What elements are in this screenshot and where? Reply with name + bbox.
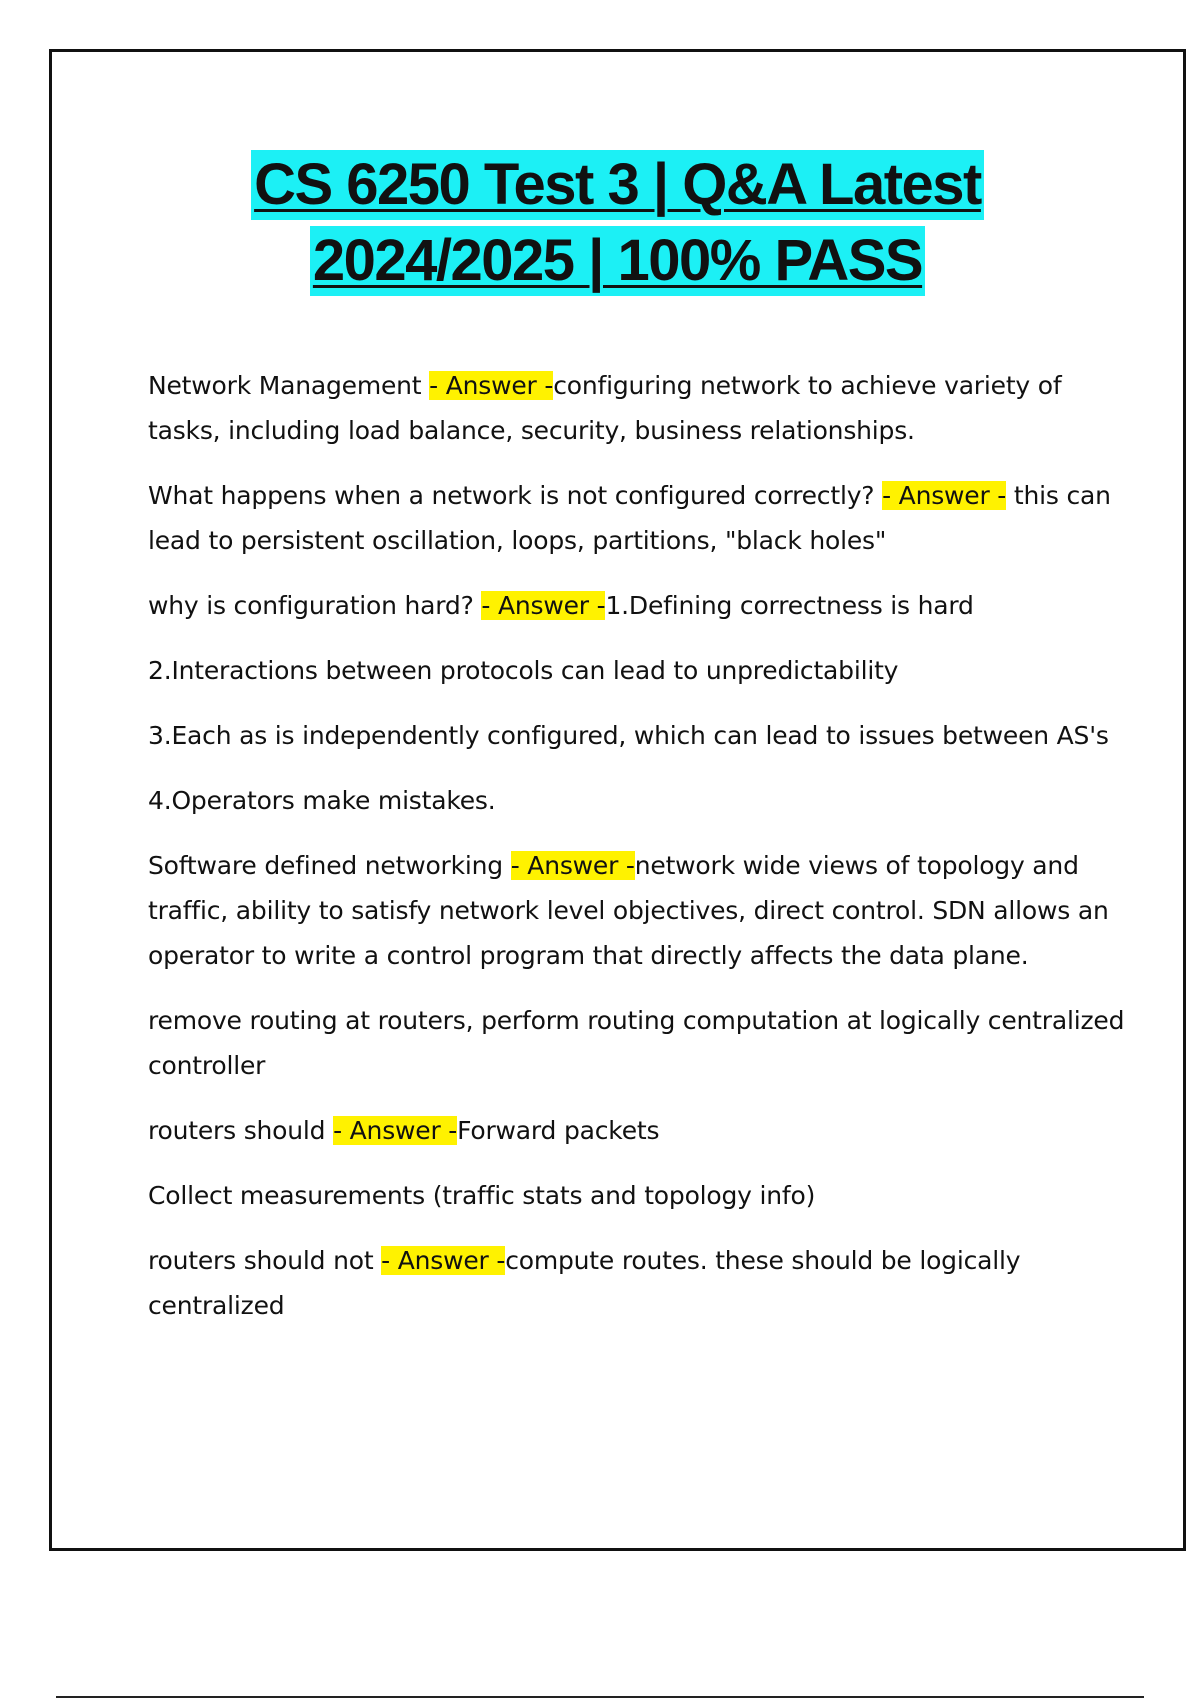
answer-marker: - Answer - [882, 481, 1007, 510]
qa-paragraph [148, 363, 1138, 453]
text-paragraph: 4.Operators make mistakes. [148, 786, 496, 815]
qa-paragraph [148, 1238, 1138, 1328]
answer-text: network wide views of topology and traffic, ability to satisfy network level objectives, direct control. SDN allows an operator to write a control program that directly affects the data plane. [148, 851, 1109, 970]
text-paragraph: 2.Interactions between protocols can lead to unpredictability [148, 656, 899, 685]
answer-marker: - Answer - [381, 1246, 506, 1275]
text-paragraph: Collect measurements (traffic stats and topology info) [148, 1181, 816, 1210]
title-line-2: 2024/2025 | 100% PASS [310, 226, 925, 296]
answer-text: Forward packets [457, 1116, 660, 1145]
page-bottom-divider [56, 1696, 1144, 1698]
title-line-1: CS 6250 Test 3 | Q&A Latest [251, 150, 984, 220]
answer-text: configuring network to achieve variety of tasks, including load balance, security, business relationships. [148, 371, 1062, 445]
answer-marker: - Answer - [429, 371, 554, 400]
question-text: Network Management [148, 371, 430, 400]
question-text: routers should not [148, 1246, 382, 1275]
text-paragraph: 3.Each as is independently configured, which can lead to issues between AS's [148, 721, 1109, 750]
answer-marker: - Answer - [510, 851, 635, 880]
question-text: routers should [148, 1116, 334, 1145]
document-title [52, 147, 1183, 299]
answer-marker: - Answer - [481, 591, 606, 620]
answer-text: 1.Defining correctness is hard [605, 591, 974, 620]
answer-marker: - Answer - [333, 1116, 458, 1145]
qa-content [148, 363, 1138, 1348]
qa-paragraph [148, 843, 1138, 978]
question-text: Software defined networking [148, 851, 511, 880]
answer-text: compute routes. these should be logically centralized [148, 1246, 1021, 1320]
qa-paragraph [148, 583, 1138, 628]
qa-paragraph [148, 473, 1138, 563]
question-text: why is configuration hard? [148, 591, 482, 620]
text-paragraph: remove routing at routers, perform routing computation at logically centralized controller [148, 1006, 1125, 1080]
question-text: What happens when a network is not configured correctly? [148, 481, 883, 510]
qa-paragraph [148, 1108, 1138, 1153]
document-page [49, 49, 1186, 1551]
answer-text: this can lead to persistent oscillation, loops, partitions, "black holes" [148, 481, 1111, 555]
